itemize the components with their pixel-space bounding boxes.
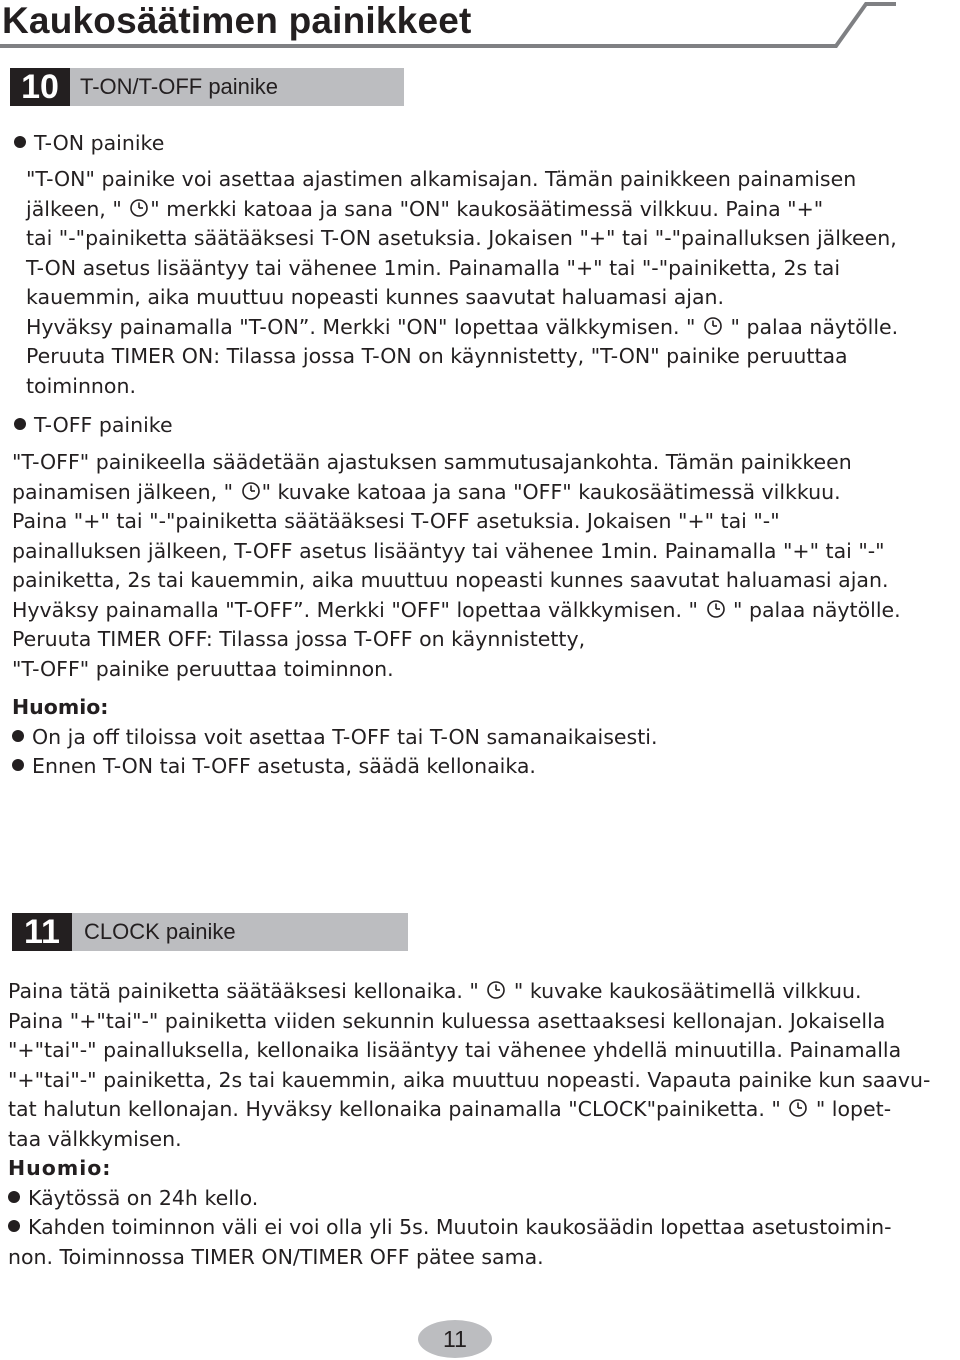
note-label: Huomio: xyxy=(12,695,109,719)
clock-icon xyxy=(240,480,262,502)
header-rule xyxy=(0,0,960,60)
t-on-description: "T-ON" painike voi asettaa ajastimen alkamisajan. Tämän painikkeen painamisen jälkeen, " " merkki katoaa ja sana "ON" kaukosäätimessä vilkkuu. Paina "+" tai "-"painiketta säätääksesi T-ON asetuksia. Jokaisen "+" tai "-"painalluksen jälkeen, T-ON asetus lisääntyy tai vähenee 1min. Painamalla "+" tai "-"painiketta, 2s tai kauemmin, aika muuttuu nopeasti kunnes saavutat haluamasi ajan. Hyväksy painamalla "T-ON”. Merkki "ON" lopettaa välkkymisen. " " palaa näytölle. Peruuta TIMER ON: Tilassa jossa T-ON on käynnistetty, "T-ON" painike peruuttaa toiminnon. xyxy=(26,167,899,398)
clock-icon xyxy=(128,197,150,219)
section-11-header xyxy=(12,913,408,951)
clock-description: Paina tätä painiketta säätääksesi kellonaika. " " kuvake kaukosäätimellä vilkkuu. Paina "+"tai"-" painiketta viiden sekunnin kuluessa asettaaksesi kellonajan. Jokaisella "+"tai"-" painalluksella, kellonaika lisääntyy tai vähenee yhdellä minuutilla. Painamalla "+"tai"-" painiketta, 2s tai kauemmin, aika muuttuu nopeasti. Vapauta painike kun saavu- tat halutun kellonajan. Hyväksy kellonaika painamalla "CLOCK"painiketta. " " lopet- taa välkkymisen. Huomio: Käytössä on 24h kello. Kahden toiminnon väli ei voi olla yli 5s. Muutoin kaukosäädin lopettaa asetustoimin- non. Toiminnossa TIMER ON/TIMER OFF pätee sama. xyxy=(8,979,931,1269)
section-10-notes: Huomio: On ja off tiloissa voit asettaa T-OFF tai T-ON samanaikaisesti. Ennen T-ON tai T-OFF asetusta, säädä kellonaika. xyxy=(12,695,658,778)
section-10-header xyxy=(10,68,404,106)
clock-icon xyxy=(485,979,507,1001)
section-number: 11 xyxy=(12,913,72,951)
section-number: 10 xyxy=(10,68,70,106)
clock-icon xyxy=(702,315,724,337)
section-label: CLOCK painike xyxy=(84,919,236,944)
clock-icon xyxy=(705,598,727,620)
page-number: 11 xyxy=(443,1326,467,1352)
page-title: Kaukosäätimen painikkeet xyxy=(2,0,472,41)
t-off-description: "T-OFF" painikeella säädetään ajastuksen sammutusajankohta. Tämän painikkeen painamisen jälkeen, " " kuvake katoaa ja sana "OFF" kaukosäätimessä vilkkuu. Paina "+" tai "-"painiketta säätääksesi T-OFF asetuksia. Jokaisen "+" tai "-" painalluksen jälkeen, T-OFF asetus lisääntyy tai vähenee 1min. Painamalla "+" tai "-" painiketta, 2s tai kauemmin, aika muuttuu nopeasti kunnes saavutat haluamasi ajan. Hyväksy painamalla "T-OFF”. Merkki "OFF" lopettaa välkkymisen. " " palaa näytölle. Peruuta TIMER OFF: Tilassa jossa T-OFF on käynnistetty, "T-OFF" painike peruuttaa toiminnon. xyxy=(12,450,901,681)
clock-icon xyxy=(787,1097,809,1119)
bullet-dot-icon xyxy=(14,418,26,430)
t-off-heading: T-OFF painike xyxy=(14,411,173,441)
bullet-dot-icon xyxy=(8,1191,20,1203)
bullet-dot-icon xyxy=(14,136,26,148)
section-label: T-ON/T-OFF painike xyxy=(80,74,279,99)
bullet-dot-icon xyxy=(12,759,24,771)
bullet-dot-icon xyxy=(8,1220,20,1232)
bullet-dot-icon xyxy=(12,730,24,742)
t-on-heading: T-ON painike xyxy=(14,129,164,159)
note-label: Huomio: xyxy=(8,1156,112,1180)
